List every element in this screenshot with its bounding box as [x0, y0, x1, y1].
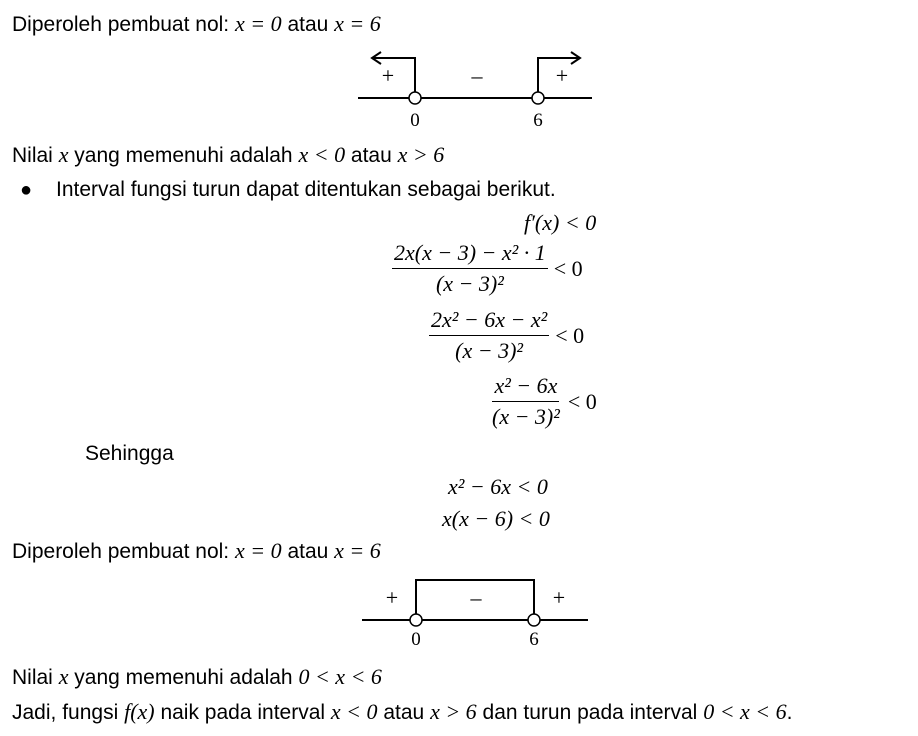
math-x-eq-0: x = 0 [234, 538, 282, 563]
sign-right: + [552, 585, 566, 610]
number-line-1 [350, 44, 600, 134]
text-conj: atau [377, 701, 431, 724]
denominator: (x − 3)² [435, 271, 504, 296]
text-lead: Diperoleh pembuat nol: [12, 540, 235, 563]
math-cond-1: x < 0 [330, 699, 378, 724]
sign-middle: – [470, 585, 482, 610]
math-fx: f(x) [124, 699, 155, 724]
text-lead: Nilai [12, 144, 59, 167]
text-lead: Jadi, fungsi [12, 701, 125, 724]
sehingga-label: Sehingga [85, 442, 174, 465]
math-x-eq-6: x = 6 [334, 11, 381, 36]
text-mid: yang memenuhi adalah [68, 666, 299, 689]
fraction-step-3 [490, 373, 597, 430]
denominator: (x − 3)² [492, 404, 560, 429]
sign-left: + [385, 585, 399, 610]
text-lead: Nilai [12, 666, 59, 689]
fraction-step-1 [392, 240, 583, 297]
numerator: 2x(x − 3) − x² · 1 [392, 240, 548, 269]
text-mid: yang memenuhi adalah [68, 144, 299, 167]
zero-makers-line-2 [12, 538, 381, 565]
solution-line-2 [12, 664, 382, 691]
sign-left: + [381, 63, 395, 88]
math-x-eq-0: x = 0 [234, 11, 282, 36]
text-end: . [786, 701, 793, 724]
derivative-inequality: f′(x) < 0 [524, 210, 597, 235]
fraction-step-2 [429, 307, 584, 364]
tick-label-6: 6 [529, 629, 539, 650]
math-cond-3: 0 < x < 6 [703, 699, 787, 724]
tick-label-0: 0 [410, 110, 420, 131]
inequality-factored: x(x − 6) < 0 [442, 506, 550, 531]
inequality-quadratic: x² − 6x < 0 [448, 474, 548, 499]
rhs: < 0 [567, 388, 597, 414]
sign-right: + [555, 63, 569, 88]
bullet-point: ● [20, 179, 33, 201]
numerator: x² − 6x [492, 373, 559, 402]
conclusion-line [12, 699, 793, 726]
math-cond-2: x > 6 [397, 142, 445, 167]
tick-label-6: 6 [533, 110, 543, 131]
rhs: < 0 [555, 322, 585, 348]
bullet-text: Interval fungsi turun dapat ditentukan sebagai berikut. [56, 178, 556, 201]
sign-middle: – [471, 63, 483, 88]
math-var-x: x [58, 142, 69, 167]
solution-line-1 [12, 142, 444, 169]
math-cond: 0 < x < 6 [298, 664, 382, 689]
math-cond-2: x > 6 [430, 699, 477, 724]
math-cond-1: x < 0 [298, 142, 346, 167]
text-lead: Diperoleh pembuat nol: [12, 13, 235, 36]
math-x-eq-6: x = 6 [334, 538, 381, 563]
text-conj: atau [281, 13, 335, 36]
denominator: (x − 3)² [455, 338, 524, 363]
text-conj: atau [281, 540, 335, 563]
number-line-2 [354, 570, 604, 650]
text-mid-2: dan turun pada interval [476, 701, 704, 724]
numerator: 2x² − 6x − x² [429, 307, 549, 336]
math-var-x: x [58, 664, 69, 689]
rhs: < 0 [553, 255, 583, 281]
tick-label-0: 0 [411, 629, 421, 650]
zero-makers-line-1 [12, 11, 381, 38]
text-mid-1: naik pada interval [154, 701, 331, 724]
text-conj: atau [345, 144, 398, 167]
